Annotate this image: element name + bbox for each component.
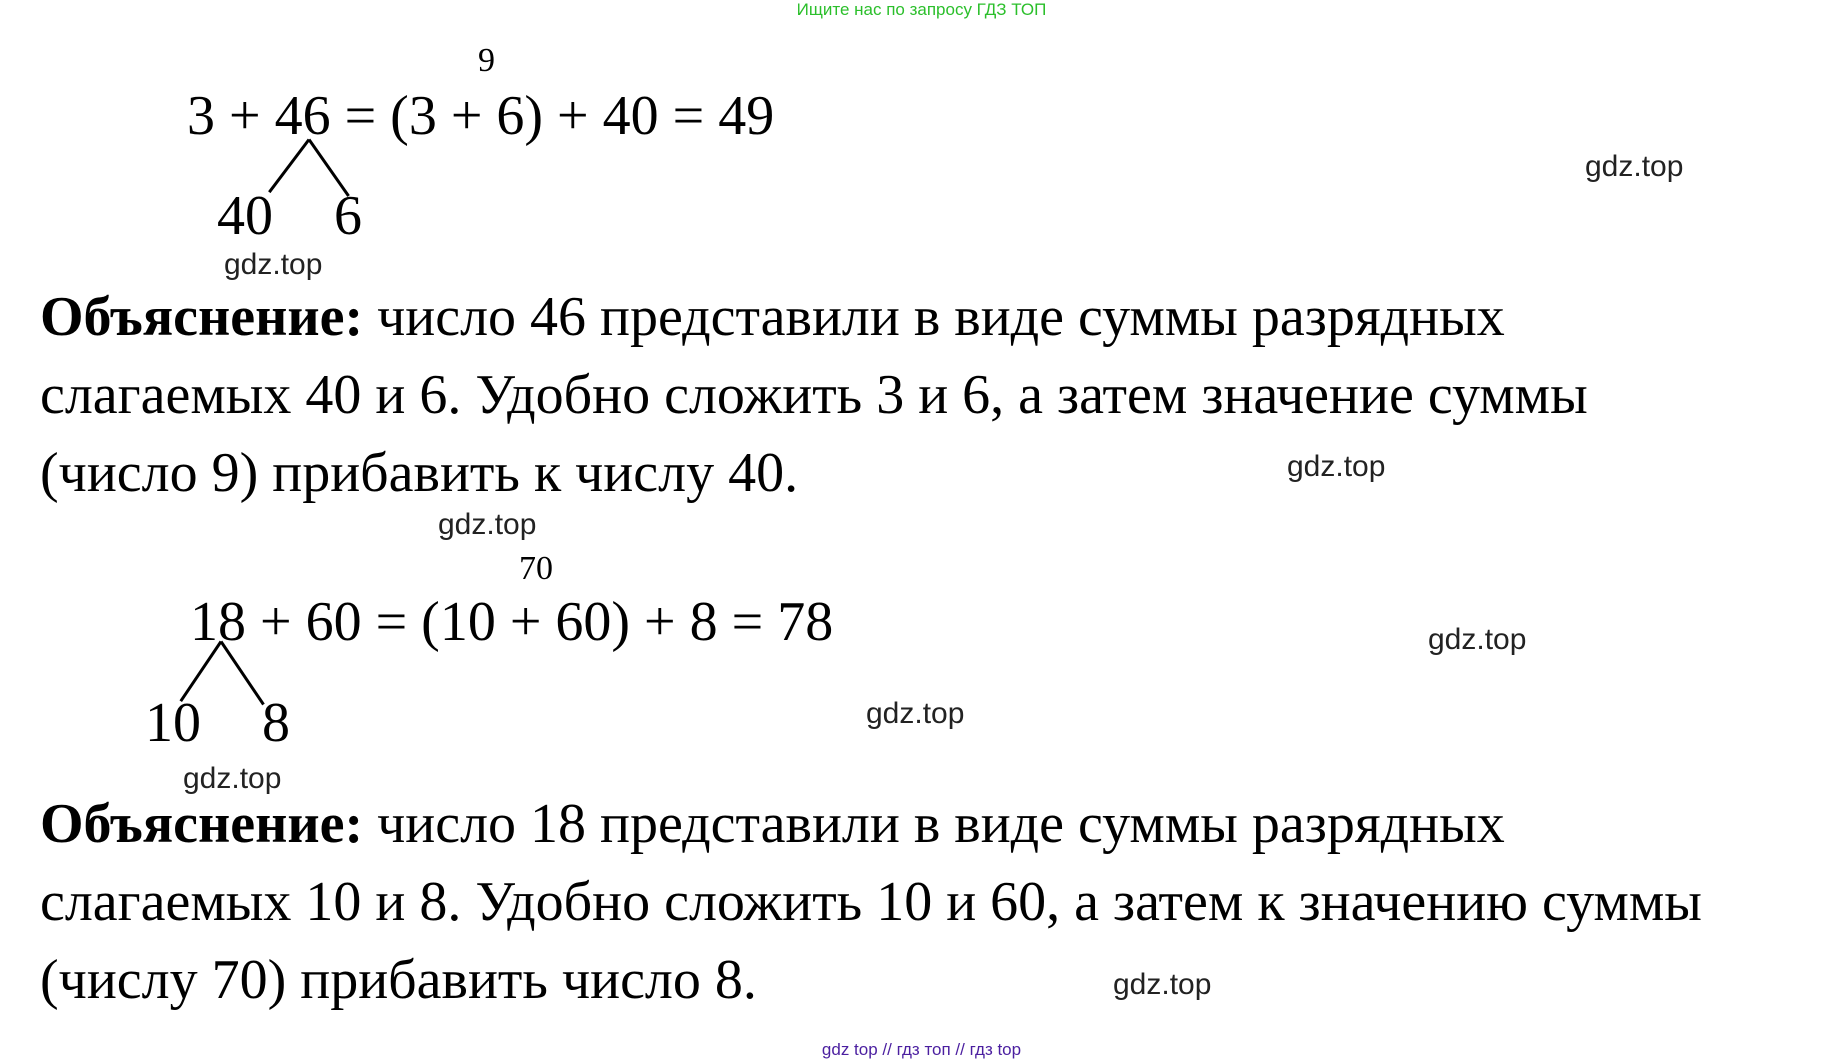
example1-sup-number: 9 (478, 42, 495, 79)
watermark: gdz.top (1585, 150, 1684, 183)
explanation2-paragraph (40, 785, 1702, 1019)
example2-split-right: 8 (262, 692, 290, 754)
explanation1-line2: слагаемых 40 и 6. Удобно сложить 3 и 6, а затем значение суммы (40, 364, 1588, 426)
watermark: gdz.top (1428, 623, 1527, 656)
watermark: gdz.top (1113, 968, 1212, 1001)
example1-split-left: 40 (217, 185, 273, 247)
watermark: gdz.top (183, 762, 282, 795)
watermark: gdz.top (866, 697, 965, 730)
explanation1-label: Объяснение: (40, 286, 364, 348)
watermark: gdz.top (438, 508, 537, 541)
explanation1-line1-text: число 46 представили в виде суммы разрядных (363, 286, 1505, 348)
example2-split-left: 10 (145, 692, 201, 754)
explanation2-line2: слагаемых 10 и 8. Удобно сложить 10 и 60, а затем к значению суммы (40, 871, 1702, 933)
explanation2-label: Объяснение: (40, 793, 364, 855)
example2-equation: 18 + 60 = (10 + 60) + 8 = 78 (190, 591, 834, 653)
example1-equation: 3 + 46 = (3 + 6) + 40 = 49 (187, 85, 775, 147)
explanation1-line1 (40, 278, 1588, 356)
watermark: gdz.top (1287, 450, 1386, 483)
explanation2-line1 (40, 785, 1702, 863)
example1-split-right: 6 (334, 185, 362, 247)
explanation1-line3: (число 9) прибавить к числу 40. (40, 442, 799, 504)
explanation2-line3: (числу 70) прибавить число 8. (40, 949, 757, 1011)
watermark: gdz.top (224, 248, 323, 281)
explanation2-line1-text: число 18 представили в виде суммы разрядных (363, 793, 1505, 855)
example2-sup-number: 70 (519, 550, 553, 587)
top-banner: Ищите нас по запросу ГДЗ ТОП (796, 0, 1047, 19)
footer: gdz top // гдз топ // гдз top (821, 1040, 1022, 1059)
